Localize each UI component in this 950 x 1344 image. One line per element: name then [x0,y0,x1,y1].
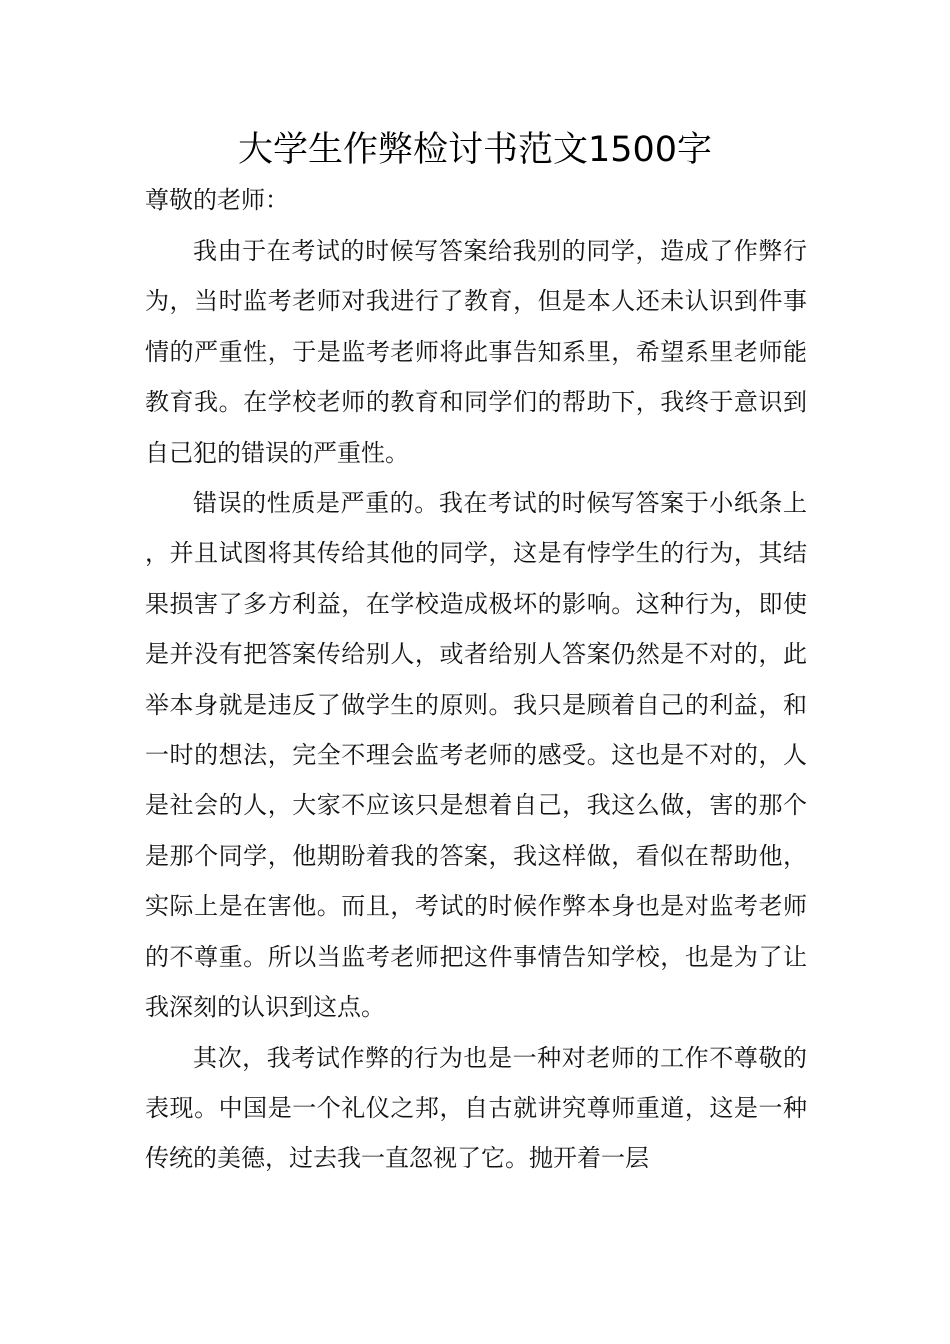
body-paragraph: 其次，我考试作弊的行为也是一种对老师的工作不尊敬的表现。中国是一个礼仪之邦，自古就讲究尊师重道，这是一种传统的美德，过去我一直忽视了它。抛开着一层 [145,1043,807,1173]
body-paragraph: 错误的性质是严重的。我在考试的时候写答案于小纸条上，并且试图将其传给其他的同学，这是有悖学生的行为，其结果损害了多方利益，在学校造成极坏的影响。这种行为，即使是并没有把答案传给别人，或者给别人答案仍然是不对的，此举本身就是违反了做学生的原则。我只是顾着自己的利益，和一时的想法，完全不理会监考老师的感受。这也是不对的，人是社会的人，大家不应该只是想着自己，我这么做，害的那个是那个同学，他期盼着我的答案，我这样做，看似在帮助他，实际上是在害他。而且，考试的时候作弊本身也是对监考老师的不尊重。所以当监考老师把这件事情告知学校，也是为了让我深刻的认识到这点。 [145,489,807,1022]
document-body [145,226,807,1184]
salutation: 尊敬的老师： [145,186,289,214]
body-paragraph: 我由于在考试的时候写答案给我别的同学，造成了作弊行为，当时监考老师对我进行了教育，但是本人还未认识到件事情的严重性，于是监考老师将此事告知系里，希望系里老师能教育我。在学校老师的教育和同学们的帮助下，我终于意识到自己犯的错误的严重性。 [145,237,807,467]
document-title: 大学生作弊检讨书范文1500字 [237,130,713,170]
